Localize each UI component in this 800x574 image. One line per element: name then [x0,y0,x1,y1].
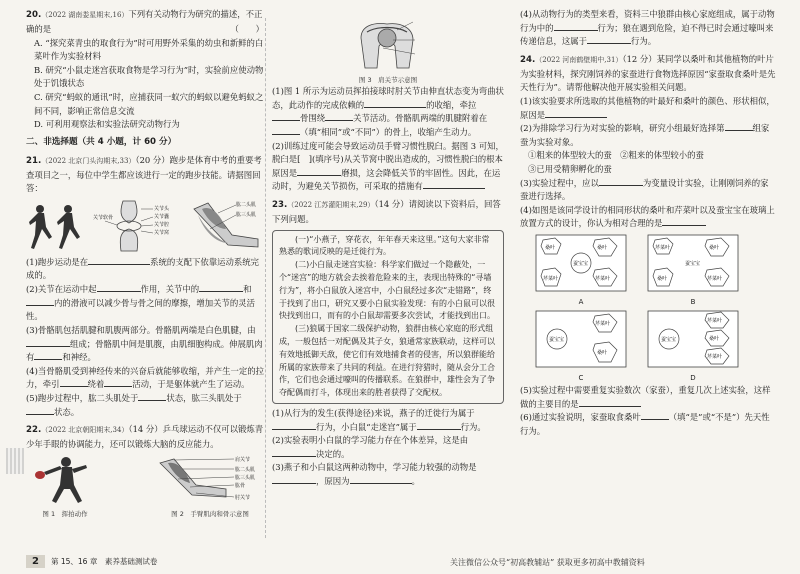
svg-text:蚕宝宝: 蚕宝宝 [685,261,701,268]
answer-blank[interactable] [26,339,70,347]
page-footer [26,555,157,568]
q21-part4: (4)当骨骼肌受到神经传来的兴奋后就能够收缩，并产生一定的拉力，牵引 绕着 活动，于是躯体就产生了运动。 [26,365,264,390]
answer-blank[interactable] [297,168,341,176]
answer-blank[interactable] [272,127,300,135]
answer-blank[interactable] [26,407,54,415]
answer-blank[interactable] [587,36,631,44]
figure-row-22 [26,455,264,520]
figure-3 [272,18,504,85]
answer-blank[interactable] [423,181,485,189]
qr-code-image [6,448,24,474]
answer-blank[interactable] [88,257,150,265]
figure-row-21 [26,199,264,253]
option-d: D. 可利用观察法和实验法研究动物行为 [34,119,180,130]
option-c: C. 研究“蚂蚁的通讯”时，应捕获同一蚁穴的蚂蚁以避免蚂蚁之间不同，影响正常信息交流 [34,91,264,116]
q23-part2: (2)实验表明小白鼠的学习能力存在个体差异，这是由决定的。 [272,435,469,459]
figure-2 [156,455,264,520]
answer-blank[interactable] [97,284,141,292]
q23-part1: (1)从行为的发生(获得途径)来说，燕子的迁徙行为属于行为，小白鼠“走迷宫”属于 行为。 [272,407,486,432]
answer-blank[interactable] [138,393,166,401]
label-joint-head: 关节头 [154,205,170,212]
label-joint-cavity: 关节腔 [154,221,170,228]
reading-material-box [272,230,504,404]
q24-part2: (2)为排除学习行为对实验的影响，研究小组最好选择第 组家蚕为实验对象。 [520,123,770,147]
answer-blank[interactable] [60,379,88,387]
answer-blank[interactable] [662,218,706,226]
material-1: (一)“小燕子，穿花衣，年年春天来这里。”这句大家非常熟悉的歌词反映的是迁徙行为。 [279,234,490,257]
svg-text:芹菜叶: 芹菜叶 [707,276,723,283]
svg-text:桑叶: 桑叶 [597,245,608,252]
option-a-box: 桑叶 桑叶 蚕宝宝 芹菜叶 芹菜叶 A [534,234,628,308]
column-right [520,0,776,574]
answer-blank[interactable] [350,476,412,484]
option-d-box: 芹菜叶 桑叶 芹菜叶 蚕宝宝 D [646,310,740,384]
svg-text:桑叶: 桑叶 [597,350,608,356]
label-joint-socket: 关节窝 [154,229,170,236]
label-biceps: 肱二头肌 [236,201,257,208]
material-3: (三)狼属于国家二级保护动物，狼群由核心家庭的形式组成，一般包括一对配偶及其子女，狼通常家族联动，这样可以有效地抵御天敌，使它们有效地捕食者的侵害，所以狼群能给所属的家族带来了共同的利益。在进行狩猎时，随从会分工合作，它们也会通过嚎叫的传播联系。在狼群中，雄性会为了争夺配偶而打斗，体现出来的胜者获得了交配权。 [279,324,495,398]
runners-image [26,203,88,253]
setup-c-diagram [535,310,627,368]
setup-b-diagram [647,234,739,292]
option-a: A. “探究菜青虫的取食行为”时可用野外采集的幼虫和新鲜的白菜叶作为实验材料 [34,37,264,62]
arm-muscle-diagram [188,199,264,253]
material-2: (二)小白鼠走迷宫实验：科学家们做过一个隐蔽处，一个“迷宫”的地方就会去挨着危险来的主，表现出特殊的“寻墙行为”，将小白鼠放入迷宫中，小白鼠经过多次“走错路”，终于找到了出口，研究又要小白鼠实验发现：有的小白鼠可以很快找到出口，而有的小白鼠却需要多次尝试，才能找到出口。 [279,260,495,321]
shoulder-joint-diagram [353,18,423,70]
option-b: B. 研究“小鼠走迷宫获取食物是学习行为”时，实验前应使动物处于饥饿状态 [34,64,264,89]
svg-text:芹菜叶: 芹菜叶 [543,276,559,283]
svg-text:芹菜叶: 芹菜叶 [707,318,723,324]
figure-1 [26,455,104,520]
answer-blank[interactable] [272,422,316,430]
label-elbow: 肘关节 [235,494,251,501]
arm-bone-diagram [156,455,264,505]
q22-part1: (1)图 1 所示为运动员挥拍接球时肘关节由伸直状态变为弯曲状态，此动作的完成依赖的 的收缩，牵拉骨围绕 关节活动。骨骼肌两端的肌腱附着在（填“相同”或“不同”）的骨上，收缩产生动力。 [272,86,504,137]
answer-paren: （ ） [230,23,264,34]
svg-text:蚕宝宝: 蚕宝宝 [573,261,589,268]
question-22: 22.（2022 北京朝阳期末,34）（14 分）乒乓球运动不仅可以锻炼青少年手眼的协调能力，还可以锻炼大脑的反应能力。 图 1 挥拍动作 肩关节 肱二头肌 肱三头肌 肱骨 肘关节 图 2 手臂肌肉和骨示意图 [26,424,264,519]
label-triceps: 肱三头肌 [236,211,257,218]
svg-text:蚕宝宝: 蚕宝宝 [549,337,565,343]
label-joint-capsule: 关节囊 [154,213,170,220]
answer-blank[interactable] [599,178,643,186]
q21-part5: (5)跑步过程中，肱二头肌处于 状态，肱三头肌处于状态。 [26,392,242,417]
option-c-box: 芹菜叶 蚕宝宝 桑叶 C [534,310,628,384]
q21-part3: (3)骨骼肌包括肌腱和肌腹两部分。骨骼肌两端是白色肌腱，由组成；骨骼肌中间是肌腹，由肌细胞构成。伸展肌肉有 和神经。 [26,324,263,363]
svg-text:芹菜叶: 芹菜叶 [595,276,611,283]
answer-blank[interactable] [34,352,62,360]
section-heading: 二、非选择题（共 4 小题，计 60 分） [26,136,177,147]
q24-part4: (4)如图是该同学设计的相同形状的桑叶和芹菜叶以及蚕宝宝在玻璃上放置方式的设计，你认为相对合理的是 [520,204,775,229]
question-23: 23.（2022 江苏灌阳期末,29）（14 分）请阅读以下资料后，回答下列问题。 (一)“小燕子，穿花衣，年年春天来这里。”这句大家非常熟悉的歌词反映的是迁徙行为。 (二)小白鼠走迷宫实验：科学家们做过一个隐蔽处，一个“迷宫”的地方就会去挨着危险来的主，表现出特殊的“寻墙行为”，将小白鼠放入迷宫中，小白鼠经过多次“走错路”，终于找到了出口，研究又要小白鼠实验发现：有的小白鼠可以很快找到出口，而有的小白鼠却需要多次尝试，才能找到出口。 (三)狼属于国家二级保护动物，狼群由核心家庭的形式组成，一般包括一对配偶及其子女，狼通常家族联动，这样可以有效地抵御天敌，使它们有效地捕食者的侵害，所以狼群能给所属的家族带来了共同的利益。在进行狩猎时，随从会分工合作，它们也会通过嚎叫的传播联系。在狼群中，雄性会为了争夺配偶而打斗，体现出来的胜者获得了交配权。 (1)从行为的发生(获得途径)来说，燕子的迁徙行为属于行为，小白鼠“走迷宫”属于 行为。 (2)实验表明小白鼠的学习能力存在个体差异，这是由决定的。 (3)燕子和小白鼠这两种动物中，学习能力较强的动物是，原因为 。 [272,198,504,489]
label-biceps-2: 肱二头肌 [235,466,256,473]
q23-part4: (4)从动物行为的类型来看，资料三中狼群由核心家庭组成，属于动物行为中的 行为；狼在遇到危险，迫不得已时会通过嚎叫来传递信息，这属于 行为。 [520,9,775,47]
q23-part3: (3)燕子和小白鼠这两种动物中，学习能力较强的动物是，原因为 。 [272,462,477,486]
svg-text:桑叶: 桑叶 [657,276,668,283]
answer-blank[interactable] [199,284,243,292]
label-cartilage: 关节软骨 [93,214,114,221]
q24-part6: (6)通过实验说明，家蚕取食桑叶 （填“是”或“不是”）先天性行为。 [520,412,770,436]
answer-blank[interactable] [364,100,426,108]
svg-text:芹菜叶: 芹菜叶 [707,354,723,360]
q24-part5: (5)实验过程中需要重复实验数次（家蚕），重复几次上述实验，这样做的主要目的是 [520,384,771,409]
answer-blank[interactable] [641,412,669,420]
answer-blank[interactable] [272,449,316,457]
svg-text:蚕宝宝: 蚕宝宝 [661,337,677,343]
answer-blank[interactable] [272,476,316,484]
q24-options: ①粗来的体型较大的蚕 ②粗来的体型较小的蚕 ③已用受精卵孵化的蚕 [528,150,704,175]
q24-part3: (3)实验过程中，应以 为变量设计实验，让刚刚饲养的家蚕进行选择。 [520,177,769,202]
label-humerus: 肱骨 [235,482,246,489]
q24-part1: (1)该实验要求所选取的其他植物的叶最好和桑叶的颜色、形状相似，原因是 [520,95,775,120]
experiment-options-grid [534,234,740,384]
svg-text:芹菜叶: 芹菜叶 [655,245,671,252]
figure-2-caption: 图 2 手臂肌肉和骨示意图 [171,510,249,519]
answer-blank[interactable] [272,113,300,121]
answer-blank[interactable] [554,23,598,31]
column-left [26,0,264,574]
answer-blank[interactable] [579,399,641,407]
svg-text:桑叶: 桑叶 [709,245,720,252]
answer-blank[interactable] [725,123,753,131]
q21-part1: (1)跑步运动是在 系统的支配下依靠运动系统完成的。 [26,256,259,281]
label-shoulder: 肩关节 [235,456,251,463]
question-24: 24.（2022 河南鹤壁期中,31）（12 分）某同学以桑叶和其他植物的叶片为实验材料，探究刚饲养的家蚕进行食物选择原因“家蚕取食桑叶是先天性行为”。请帮他解决他开展实验相关问题。 (1)该实验要求所选取的其他植物的叶最好和桑叶的颜色、形状相似，原因是 (2)为排除学习行为对实验的影响，研究小组最好选择第 组家蚕为实验对象。 ①粗来的体型较大的蚕 ②粗来的体型较小的蚕 ③已用受精卵孵化的蚕 (3)实验过程中，应以 为变量设计实验，让刚刚饲养的家蚕进行选择。 (4)如图是该同学设计的相同形状的桑叶和芹菜叶以及蚕宝宝在玻璃上放置方式的设计，你认为相对合理的是 桑叶 桑叶 蚕宝宝 芹菜叶 芹菜叶 A 芹菜叶 桑叶 桑叶 芹菜叶 蚕宝宝 B 芹菜叶 蚕宝宝 桑叶 C 芹菜叶 桑叶 芹菜叶 蚕宝宝 D (5)实验过程中需要重复实验数次（家蚕），重复几次上述实验，这样做的主要目的是 (6)通过实验说明，家蚕取食桑叶 （填“是”或“不是”）先天性行为。 [520,53,776,439]
svg-text:桑叶: 桑叶 [545,245,556,252]
answer-blank[interactable] [104,379,132,387]
question-21: 21.（2022 北京门头沟期末,33）（20 分）跑步是体育中考的重要考查项目之一，每位中学生都应该进行一定的跑步技能。请据图回答： 关节软骨 关节头 关节囊 关节腔 关节窝 肱二头肌 肱三头肌 (1)跑步运动是在 系统的支配下依靠运动系统完成的。 (2)关节在运动中起 作用，关节中的 和内的滑液可以减少骨与骨之间的摩擦，增加关节的灵活性。 (3)骨骼肌包括肌腱和肌腹两部分。骨骼肌两端是白色肌腱，由组成；骨骼肌中间是肌腹，由肌细胞构成。伸展肌肉有 和神经。 (4)当骨骼肌受到神经传来的兴奋后就能够收缩，并产生一定的拉力，牵引 绕着 活动，于是躯体就产生了运动。 (5)跑步过程中，肱二头肌处于 状态，肱三头肌处于状态。 [26,154,264,419]
option-b-box: 芹菜叶 桑叶 桑叶 芹菜叶 蚕宝宝 B [646,234,740,308]
figure-3-caption: 图 3 肩关节示意图 [358,75,418,84]
svg-text:桑叶: 桑叶 [709,336,720,342]
answer-blank[interactable] [325,113,353,121]
footer-watermark: 关注微信公众号“初高教辅站” 获取更多初高中教辅资料 [450,558,645,567]
answer-blank[interactable] [26,298,54,306]
table-tennis-player-image [26,455,104,505]
label-triceps-2: 肱三头肌 [235,474,256,481]
answer-blank[interactable] [417,422,461,430]
figure-1-caption: 图 1 挥拍动作 [42,510,88,519]
column-middle [272,0,504,574]
setup-d-diagram [647,310,739,368]
page-number: 2 [26,555,45,568]
question-20: 20.（2022 湖南娄星期末,16）下列有关动物行为研究的描述，不正确的是 （ ） A. “探究菜青虫的取食行为”时可用野外采集的幼虫和新鲜的白菜叶作为实验材料 B. 研究“小鼠走迷宫获取食物是学习行为”时，实验前应使动物处于饥饿状态 C. 研究“蚂蚁的通讯”时，应捕获同一蚁穴的蚂蚁以避免蚂蚁之间不同，影响正常信息交流 D. 可利用观察法和实验法研究动物行为 [26,8,264,132]
setup-a-diagram [535,234,627,292]
column-divider [265,18,270,538]
q22-part2: (2)训练过度可能会导致运动员手臂习惯性脱臼。据图 3 可知，脱臼是[ ](填序号)从关节窝中脱出造成的，习惯性脱臼的根本原因是 磨损，这会降低关节的牢固性。因此，在运动时，为避免关节损伤，可采取的措施有 [272,140,504,192]
answer-blank[interactable] [545,110,607,118]
q21-part2: (2)关节在运动中起 作用，关节中的 和内的滑液可以减少骨与骨之间的摩擦，增加关节的灵活性。 [26,284,255,322]
svg-text:芹菜叶: 芹菜叶 [595,321,611,327]
knee-joint-diagram [93,199,183,253]
footer-title: 第 15、16 章 素养基础测试卷 [50,557,158,566]
